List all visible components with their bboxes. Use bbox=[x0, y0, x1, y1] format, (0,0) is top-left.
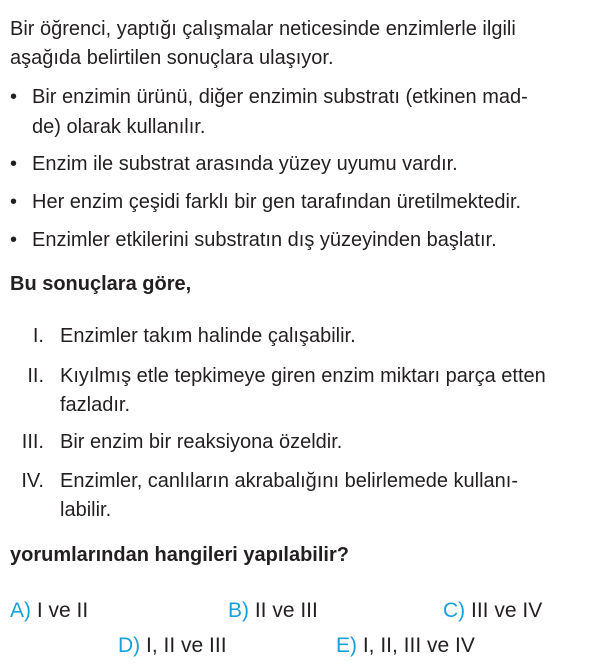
intro-line-1: Bir öğrenci, yaptığı çalışmalar neticesinde enzimlerle ilgili bbox=[10, 18, 516, 40]
statement-numeral-i: I. bbox=[32, 325, 44, 347]
statement-numeral-iii: III. bbox=[21, 431, 44, 453]
option-text: I ve II bbox=[31, 599, 89, 622]
option-e[interactable] bbox=[336, 633, 475, 659]
option-letter: B) bbox=[228, 599, 249, 622]
statement-numeral-iv: IV. bbox=[21, 470, 44, 492]
statement-iii: Bir enzim bir reaksiyona özeldir. bbox=[60, 431, 343, 453]
bullet-1-line-1: Bir enzimin ürünü, diğer enzimin substratı (etkinen mad- bbox=[32, 86, 528, 108]
intro-line-2: aşağıda belirtilen sonuçlara ulaşıyor. bbox=[10, 47, 334, 69]
bullet-icon: • bbox=[10, 86, 18, 108]
bullet-4: Enzimler etkilerini substratın dış yüzeyinden başlatır. bbox=[32, 229, 497, 251]
option-text: II ve III bbox=[249, 599, 318, 622]
bullet-icon: • bbox=[10, 153, 18, 175]
option-text: III ve IV bbox=[465, 599, 543, 622]
option-b[interactable] bbox=[228, 598, 318, 624]
option-letter: D) bbox=[118, 634, 141, 657]
lead-in-heading: Bu sonuçlara göre, bbox=[10, 273, 192, 295]
bullet-1-line-2: de) olarak kullanılır. bbox=[32, 116, 206, 138]
bullet-icon: • bbox=[10, 229, 18, 251]
option-text: I, II, III ve IV bbox=[357, 634, 475, 657]
question-text: yorumlarından hangileri yapılabilir? bbox=[10, 544, 349, 566]
option-letter: A) bbox=[10, 599, 31, 622]
bullet-icon: • bbox=[10, 191, 18, 213]
option-d[interactable] bbox=[118, 633, 227, 659]
option-letter: E) bbox=[336, 634, 357, 657]
bullet-2: Enzim ile substrat arasında yüzey uyumu vardır. bbox=[32, 153, 458, 175]
statement-ii-line-1: Kıyılmış etle tepkimeye giren enzim miktarı parça etten bbox=[60, 365, 546, 387]
statement-i: Enzimler takım halinde çalışabilir. bbox=[60, 325, 356, 347]
statement-iv-line-1: Enzimler, canlıların akrabalığını belirlemede kullanı- bbox=[60, 470, 518, 492]
option-c[interactable] bbox=[443, 598, 542, 624]
bullet-3: Her enzim çeşidi farklı bir gen tarafından üretilmektedir. bbox=[32, 191, 522, 213]
statement-numeral-ii: II. bbox=[27, 365, 44, 387]
statement-iv-line-2: labilir. bbox=[60, 499, 112, 521]
option-letter: C) bbox=[443, 599, 466, 622]
statement-ii-line-2: fazladır. bbox=[60, 394, 131, 416]
option-text: I, II ve III bbox=[140, 634, 227, 657]
option-a[interactable] bbox=[10, 598, 88, 624]
